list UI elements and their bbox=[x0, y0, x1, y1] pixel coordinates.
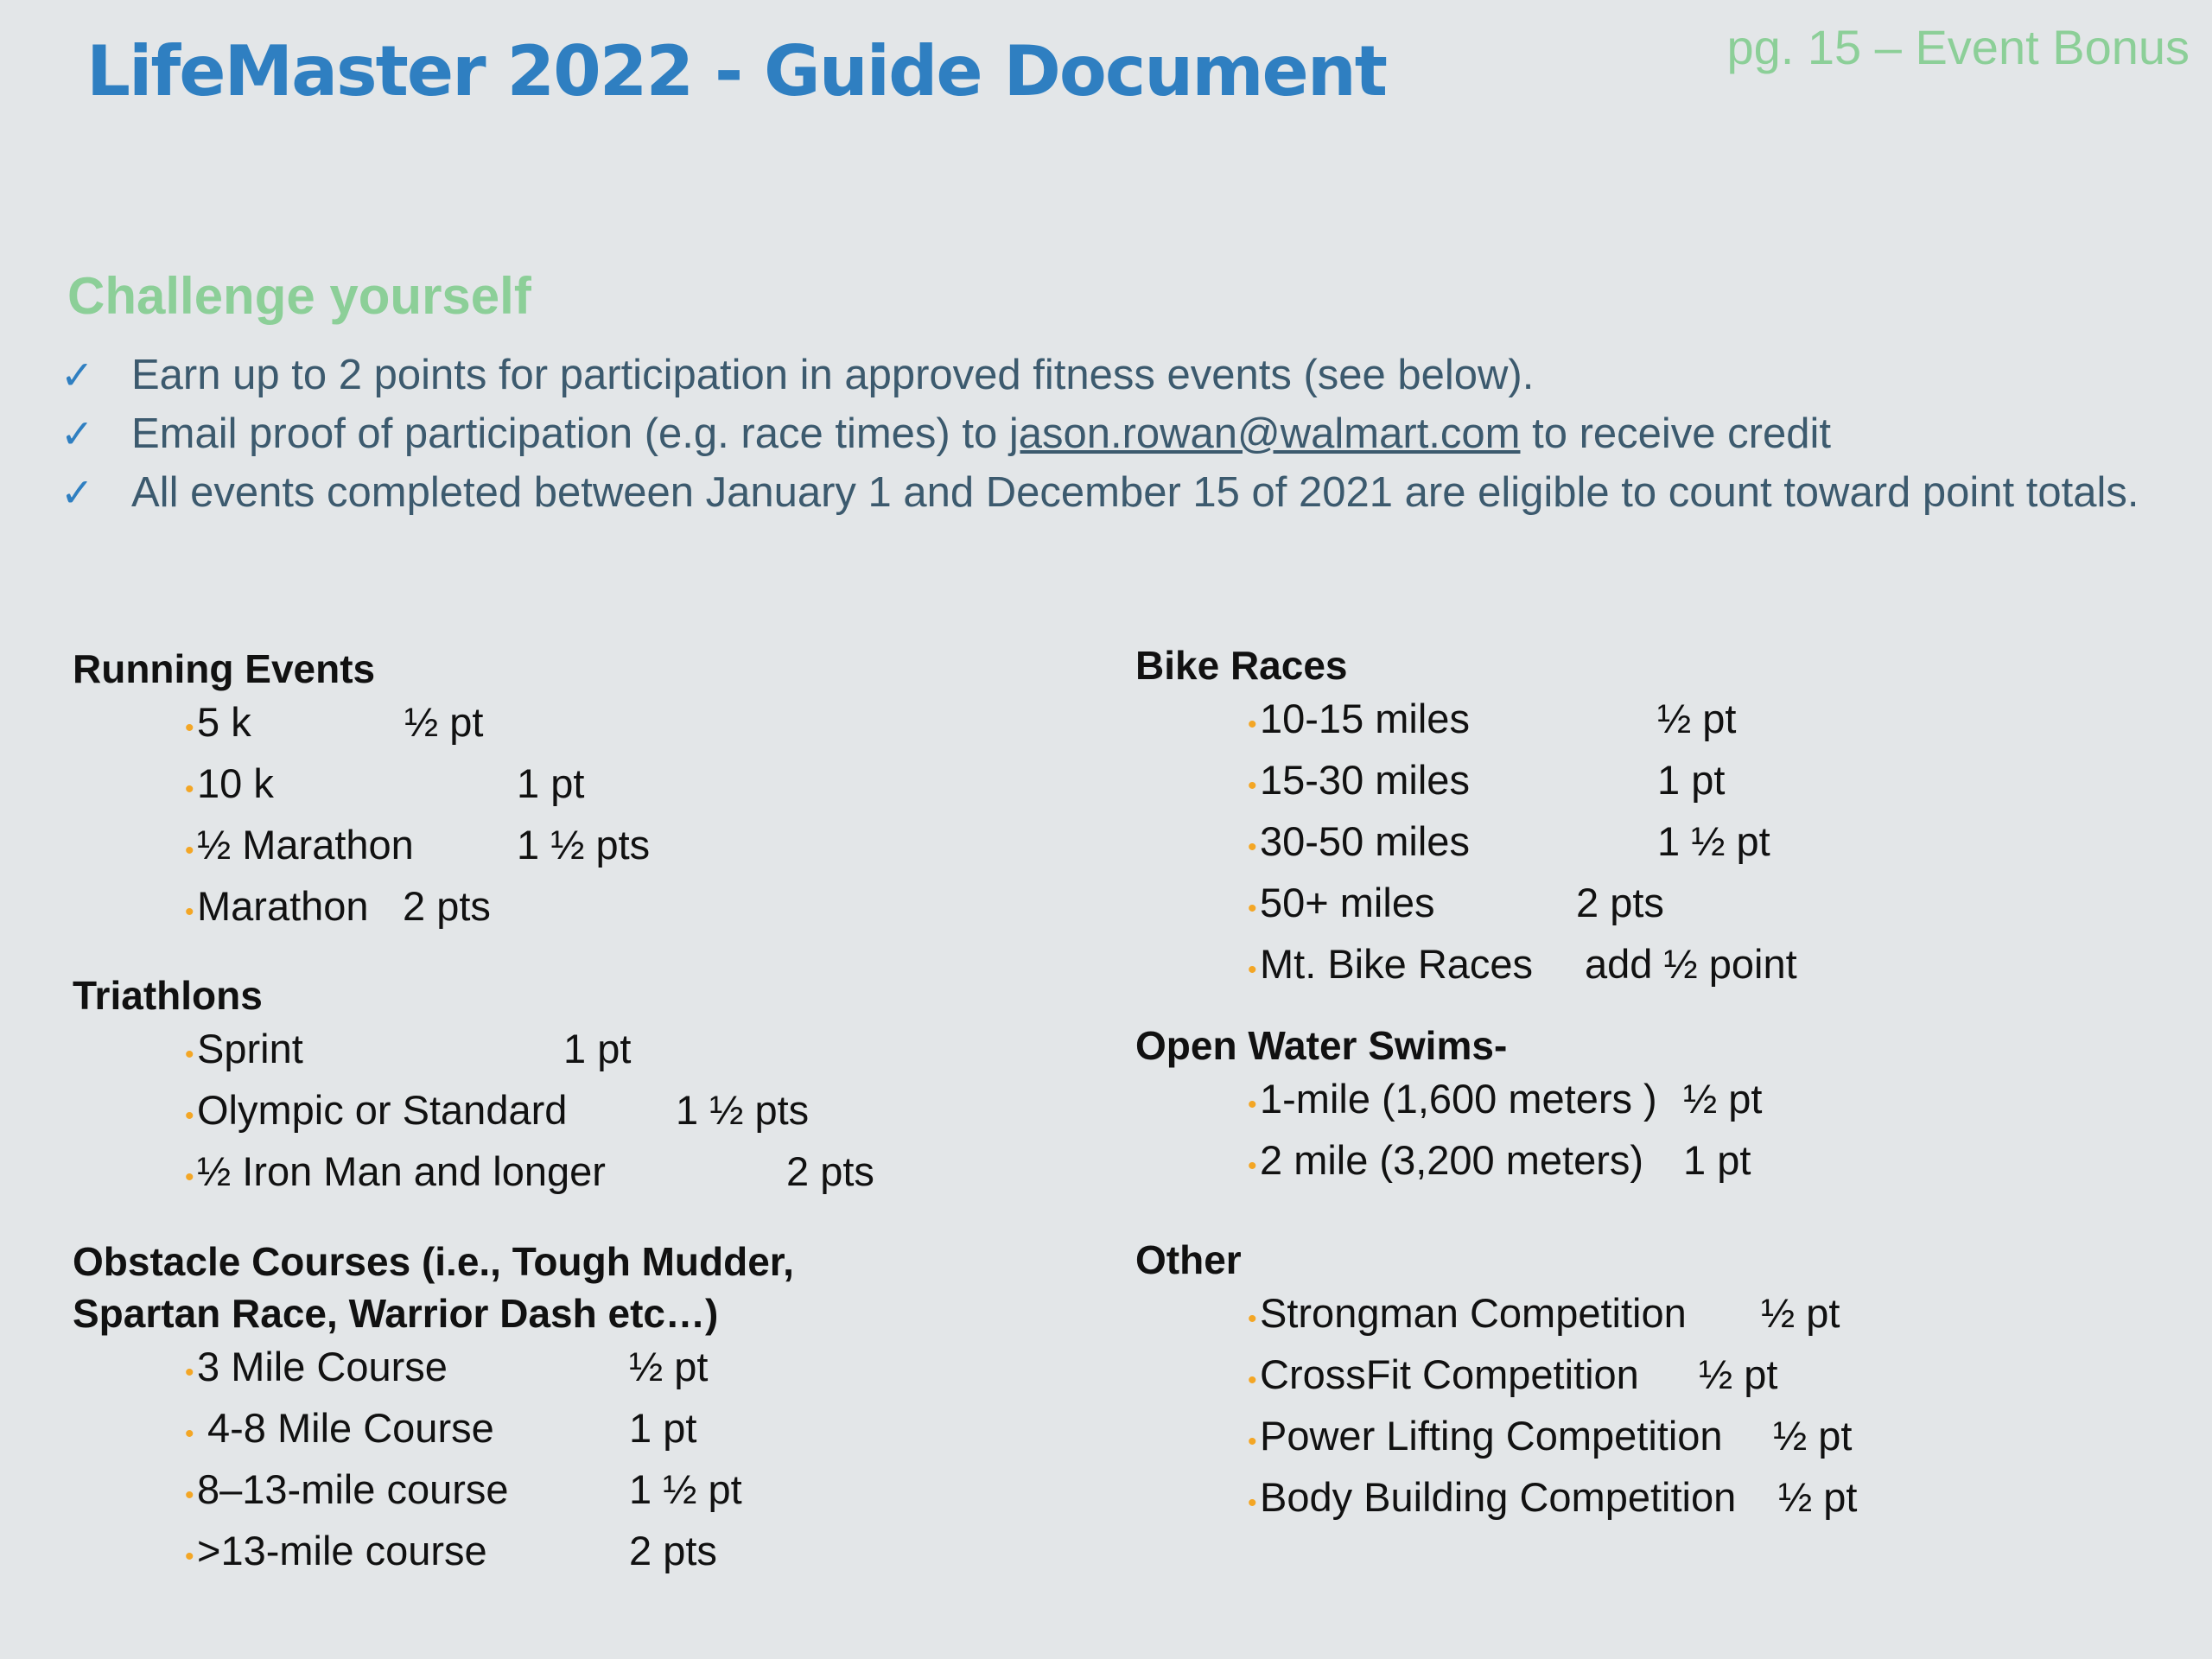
obstacle-courses-title: Obstacle Courses (i.e., Tough Mudder, bbox=[73, 1239, 794, 1284]
checkmark-icon: ✓ bbox=[60, 469, 94, 516]
list-item bbox=[185, 1083, 874, 1144]
triathlons-title: Triathlons bbox=[73, 973, 263, 1018]
bullet-icon: • bbox=[1248, 1427, 1257, 1456]
list-item bbox=[1248, 691, 1797, 753]
email-link[interactable]: jason.rowan@walmart.com bbox=[1008, 410, 1521, 457]
bullet-icon: • bbox=[1248, 772, 1257, 800]
document-title: LifeMaster 2022 - Guide Document bbox=[86, 31, 1387, 111]
list-item bbox=[1248, 1071, 1762, 1133]
event-name: ½ Iron Man and longer bbox=[197, 1148, 606, 1194]
event-points: 2 pts bbox=[403, 883, 491, 929]
checklist-text: Email proof of participation (e.g. race times) to bbox=[131, 410, 1009, 457]
event-name: CrossFit Competition bbox=[1260, 1351, 1639, 1397]
event-points: 1 ½ pt bbox=[1657, 818, 1770, 864]
list-item bbox=[185, 1021, 874, 1083]
bullet-icon: • bbox=[185, 1102, 194, 1130]
event-name: ½ Marathon bbox=[197, 822, 414, 868]
event-name: 4-8 Mile Course bbox=[207, 1405, 494, 1451]
event-name: 8–13-mile course bbox=[197, 1466, 509, 1512]
event-name: 30-50 miles bbox=[1260, 818, 1470, 864]
checklist-item bbox=[60, 463, 2169, 522]
bike-races-list bbox=[1135, 691, 1797, 998]
bullet-icon: • bbox=[1248, 833, 1257, 861]
event-name: Olympic or Standard bbox=[197, 1087, 568, 1133]
event-points: 1 pt bbox=[1683, 1137, 1751, 1183]
bullet-icon: • bbox=[185, 775, 194, 804]
running-events-title: Running Events bbox=[73, 646, 376, 691]
bullet-icon: • bbox=[185, 898, 194, 926]
list-item bbox=[185, 1339, 794, 1401]
other-title: Other bbox=[1135, 1237, 1242, 1282]
bike-races-title: Bike Races bbox=[1135, 643, 1348, 688]
bullet-icon: • bbox=[185, 714, 194, 742]
event-name: Power Lifting Competition bbox=[1260, 1413, 1723, 1459]
running-events-list bbox=[73, 695, 650, 940]
checkmark-icon: ✓ bbox=[60, 352, 94, 398]
event-name: >13-mile course bbox=[197, 1528, 487, 1573]
event-points: 2 pts bbox=[786, 1148, 874, 1194]
event-name: 15-30 miles bbox=[1260, 757, 1470, 803]
event-points: add ½ point bbox=[1585, 941, 1797, 987]
challenge-checklist bbox=[60, 346, 2169, 522]
event-points: ½ pt bbox=[629, 1344, 709, 1389]
event-points: ½ pt bbox=[404, 699, 484, 745]
bullet-icon: • bbox=[185, 1163, 194, 1192]
obstacle-courses-list bbox=[73, 1339, 794, 1585]
open-water-swims-list bbox=[1135, 1071, 1762, 1194]
event-name: 5 k bbox=[197, 699, 251, 745]
bullet-icon: • bbox=[1248, 1152, 1257, 1180]
event-points: 2 pts bbox=[629, 1528, 717, 1573]
bullet-icon: • bbox=[1248, 1366, 1257, 1395]
event-name: 1-mile (1,600 meters ) bbox=[1260, 1076, 1657, 1122]
event-points: 1 pt bbox=[629, 1405, 697, 1451]
event-points: ½ pt bbox=[1773, 1413, 1853, 1459]
event-points: 1 pt bbox=[517, 760, 585, 806]
list-item bbox=[1248, 1408, 1857, 1470]
event-points: 1 ½ pts bbox=[676, 1087, 810, 1133]
event-points: 1 pt bbox=[1657, 757, 1726, 803]
checklist-text: Earn up to 2 points for participation in approved fitness events (see below). bbox=[131, 352, 1535, 398]
list-item bbox=[185, 756, 650, 817]
event-points: ½ pt bbox=[1699, 1351, 1778, 1397]
bullet-icon: • bbox=[1248, 710, 1257, 739]
bullet-icon: • bbox=[1248, 894, 1257, 923]
list-item bbox=[185, 1144, 874, 1205]
bullet-icon: • bbox=[185, 1542, 194, 1571]
event-points: ½ pt bbox=[1761, 1290, 1840, 1336]
event-points: 2 pts bbox=[1576, 880, 1664, 925]
list-item bbox=[185, 879, 650, 940]
page-label: pg. 15 – Event Bonus bbox=[1726, 20, 2190, 74]
bullet-icon: • bbox=[1248, 1305, 1257, 1333]
challenge-heading: Challenge yourself bbox=[67, 267, 531, 325]
list-item bbox=[185, 1523, 794, 1585]
list-item bbox=[1248, 1286, 1857, 1347]
list-item bbox=[185, 817, 650, 879]
event-points: ½ pt bbox=[1683, 1076, 1763, 1122]
triathlons-section bbox=[73, 969, 874, 1205]
event-name: 10 k bbox=[197, 760, 274, 806]
checklist-text: to receive credit bbox=[1520, 410, 1831, 457]
list-item bbox=[1248, 1347, 1857, 1408]
obstacle-courses-section bbox=[73, 1236, 794, 1585]
other-section bbox=[1135, 1234, 1857, 1531]
list-item bbox=[185, 1462, 794, 1523]
list-item bbox=[185, 1401, 794, 1462]
checklist-item bbox=[60, 346, 2169, 404]
event-name: 3 Mile Course bbox=[197, 1344, 448, 1389]
bike-races-section bbox=[1135, 639, 1797, 998]
event-points: 1 pt bbox=[563, 1026, 632, 1071]
list-item bbox=[1248, 875, 1797, 937]
open-water-swims-title: Open Water Swims- bbox=[1135, 1023, 1508, 1068]
bullet-icon: • bbox=[185, 1358, 194, 1387]
checkmark-icon: ✓ bbox=[60, 410, 94, 457]
event-name: 2 mile (3,200 meters) bbox=[1260, 1137, 1644, 1183]
list-item bbox=[1248, 1133, 1762, 1194]
list-item bbox=[1248, 753, 1797, 814]
list-item bbox=[1248, 1470, 1857, 1531]
bullet-icon: • bbox=[185, 1420, 194, 1448]
triathlons-list bbox=[73, 1021, 874, 1205]
event-points: 1 ½ pts bbox=[517, 822, 651, 868]
event-name: Sprint bbox=[197, 1026, 303, 1071]
bullet-icon: • bbox=[1248, 1090, 1257, 1119]
event-points: ½ pt bbox=[1778, 1474, 1858, 1520]
list-item bbox=[1248, 814, 1797, 875]
bullet-icon: • bbox=[185, 836, 194, 865]
checklist-item bbox=[60, 404, 2169, 463]
bullet-icon: • bbox=[185, 1040, 194, 1069]
other-list bbox=[1135, 1286, 1857, 1531]
bullet-icon: • bbox=[1248, 956, 1257, 984]
event-name: Marathon bbox=[197, 883, 369, 929]
list-item bbox=[185, 695, 650, 756]
running-events-section bbox=[73, 643, 650, 940]
event-name: 50+ miles bbox=[1260, 880, 1435, 925]
bullet-icon: • bbox=[185, 1481, 194, 1510]
event-name: 10-15 miles bbox=[1260, 696, 1470, 741]
event-name: Body Building Competition bbox=[1260, 1474, 1737, 1520]
event-name: Strongman Competition bbox=[1260, 1290, 1687, 1336]
bullet-icon: • bbox=[1248, 1489, 1257, 1517]
list-item bbox=[1248, 937, 1797, 998]
checklist-text: All events completed between January 1 and December 15 of 2021 are eligible to count toward point totals. bbox=[131, 469, 2139, 516]
event-points: 1 ½ pt bbox=[629, 1466, 742, 1512]
event-points: ½ pt bbox=[1657, 696, 1737, 741]
open-water-swims-section bbox=[1135, 1020, 1762, 1194]
obstacle-courses-subtitle: Spartan Race, Warrior Dash etc…) bbox=[73, 1291, 719, 1336]
event-name: Mt. Bike Races bbox=[1260, 941, 1534, 987]
